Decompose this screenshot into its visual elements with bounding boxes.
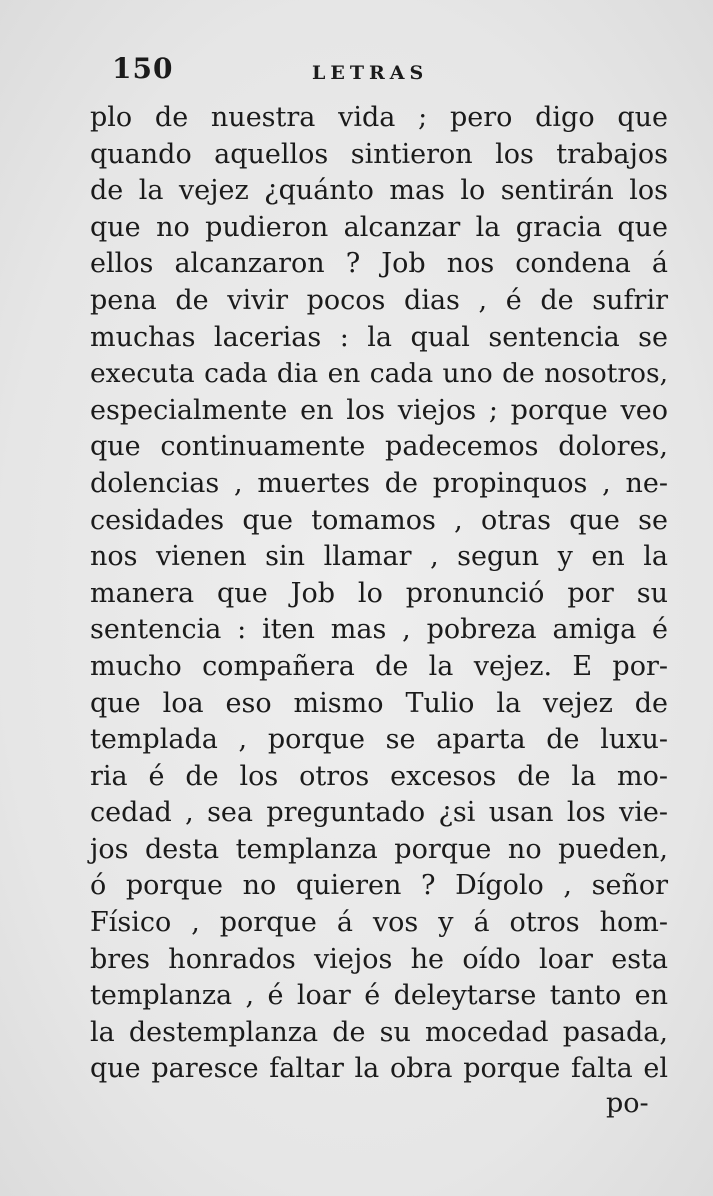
page-header: [112, 52, 672, 92]
text-line: cesidades que tomamos , otras que se: [90, 504, 668, 536]
text-line: executa cada dia en cada uno de nosotros,: [90, 358, 668, 390]
text-line: que no pudieron alcanzar la gracia que: [90, 211, 668, 243]
text-line: que continuamente padecemos dolores,: [90, 431, 668, 463]
text-line: que paresce faltar la obra porque falta el: [90, 1053, 668, 1085]
text-line: de la vejez ¿quánto mas lo sentirán los: [90, 175, 668, 207]
text-line: mucho compañera de la vejez. E por-: [90, 650, 668, 682]
text-line: especialmente en los viejos ; porque veo: [90, 394, 668, 426]
text-line: cedad , sea preguntado ¿si usan los vie-: [90, 797, 668, 829]
text-line: la destemplanza de su mocedad pasada,: [90, 1016, 668, 1048]
running-head: LETRAS: [312, 62, 429, 84]
text-line: jos desta templanza porque no pueden,: [90, 833, 668, 865]
text-line: que loa eso mismo Tulio la vejez de: [90, 687, 668, 719]
text-line: ó porque no quieren ? Dígolo , señor: [90, 870, 668, 902]
text-line: dolencias , muertes de propinquos , ne-: [90, 467, 668, 499]
text-line: nos vienen sin llamar , segun y en la: [90, 541, 668, 573]
text-line: manera que Job lo pronunció por su: [90, 577, 668, 609]
text-line: muchas lacerias : la qual sentencia se: [90, 321, 668, 353]
body-text: [90, 100, 668, 1088]
text-line: templada , porque se aparta de luxu-: [90, 724, 668, 756]
text-line: sentencia : iten mas , pobreza amiga é: [90, 614, 668, 646]
text-line: bres honrados viejos he oído loar esta: [90, 943, 668, 975]
text-line: plo de nuestra vida ; pero digo que: [90, 102, 668, 133]
text-line: Físico , porque á vos y á otros hom-: [90, 907, 668, 939]
text-line: pena de vivir pocos dias , é de sufrir: [90, 284, 668, 316]
page-number: 150: [112, 52, 174, 85]
catchword: po-: [606, 1088, 649, 1119]
text-line: quando aquellos sintieron los trabajos: [90, 138, 668, 170]
text-line: ellos alcanzaron ? Job nos condena á: [90, 248, 668, 280]
text-line: templanza , é loar é deleytarse tanto en: [90, 980, 668, 1012]
text-line: ria é de los otros excesos de la mo-: [90, 760, 668, 792]
